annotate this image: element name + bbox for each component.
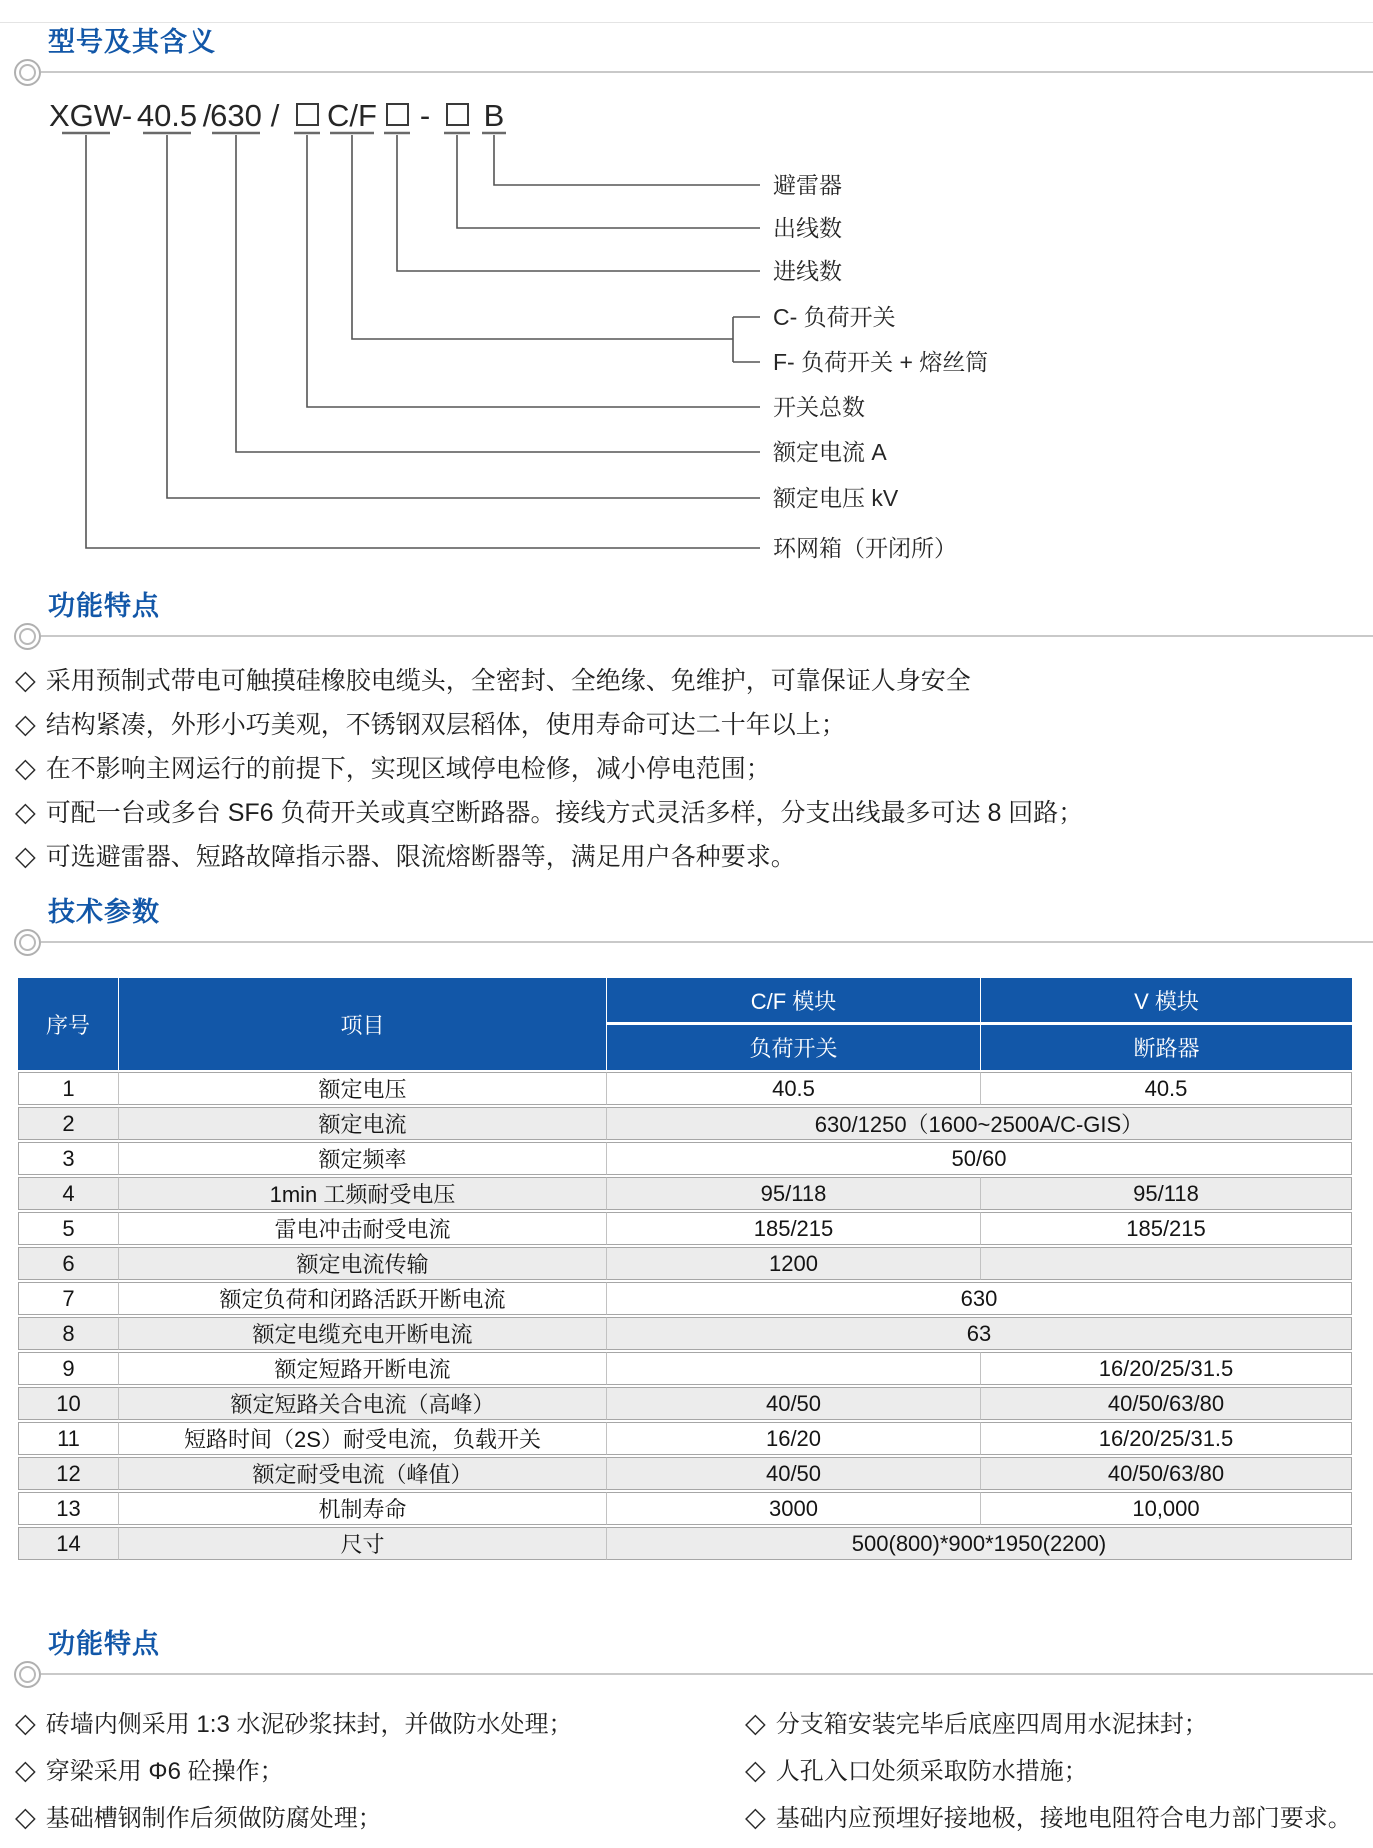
section-marker-inner-ring xyxy=(19,934,36,951)
table-cell: 11 xyxy=(18,1422,119,1455)
table-row xyxy=(18,1212,1352,1245)
table-cell: 机制寿命 xyxy=(119,1492,607,1525)
table-cell: 16/20/25/31.5 xyxy=(981,1352,1352,1385)
features-left-column xyxy=(15,1700,572,1841)
feature-text: 可配一台或多台 SF6 负荷开关或真空断路器。接线方式灵活多样，分支出线最多可达 8 回路； xyxy=(45,799,1084,827)
section-marker-icon xyxy=(14,59,41,86)
section-features2-header xyxy=(0,1628,1373,1688)
table-cell: 13 xyxy=(18,1492,119,1525)
diamond-bullet-icon: ◇ xyxy=(15,1708,36,1738)
diamond-bullet-icon: ◇ xyxy=(745,1708,766,1738)
header-cell-load-switch: 负荷开关 xyxy=(607,1025,981,1070)
table-row xyxy=(18,1177,1352,1210)
label-incoming: 进线数 xyxy=(773,258,842,284)
diamond-bullet-icon: ◇ xyxy=(745,1755,766,1785)
table-cell: 额定短路关合电流（高峰） xyxy=(119,1387,607,1420)
feature-text: 砖墙内侧采用 1:3 水泥砂浆抹封，并做防水处理； xyxy=(45,1711,573,1738)
table-cell: 95/118 xyxy=(607,1177,981,1210)
table-row xyxy=(18,1352,1352,1385)
list-item xyxy=(15,1794,572,1841)
section-marker-inner-ring xyxy=(19,1666,36,1683)
list-item xyxy=(745,1747,1352,1794)
connector-line xyxy=(494,135,760,185)
section-rule xyxy=(0,622,1373,650)
table-header xyxy=(18,978,1352,1070)
diamond-bullet-icon: ◇ xyxy=(15,1802,36,1832)
table-cell: 4 xyxy=(18,1177,119,1210)
section-rule xyxy=(0,58,1373,86)
header-cell-v-module: V 模块 xyxy=(981,978,1352,1023)
feature-text: 可选避雷器、短路故障指示器、限流熔断器等，满足用户各种要求。 xyxy=(45,843,796,871)
table-cell: 16/20 xyxy=(607,1422,981,1455)
table-cell: 额定电压 xyxy=(119,1072,607,1105)
table-row xyxy=(18,1387,1352,1420)
tech-table-body xyxy=(18,1072,1352,1560)
section-title-model: 型号及其含义 xyxy=(48,27,216,57)
model-separator: - xyxy=(121,98,133,133)
features-list xyxy=(15,658,1083,878)
diamond-bullet-icon: ◇ xyxy=(15,797,36,827)
diamond-bullet-icon: ◇ xyxy=(745,1802,766,1832)
section-rule-line xyxy=(41,941,1373,943)
section-marker-inner-ring xyxy=(19,628,36,645)
table-cell: 630/1250（1600~2500A/C-GIS） xyxy=(607,1107,1352,1140)
table-cell: 40.5 xyxy=(981,1072,1352,1105)
section-marker-icon xyxy=(14,623,41,650)
table-cell xyxy=(981,1247,1352,1280)
section-features1-header xyxy=(0,590,1373,650)
model-separator: - xyxy=(419,98,431,133)
table-cell: 630 xyxy=(607,1282,1352,1315)
section-rule-line xyxy=(41,635,1373,637)
feature-text: 采用预制式带电可触摸硅橡胶电缆头，全密封、全绝缘、免维护，可靠保证人身安全 xyxy=(45,667,971,695)
list-item xyxy=(15,790,1083,834)
list-item xyxy=(15,658,1083,702)
connector-line xyxy=(86,135,760,548)
model-separator: / xyxy=(270,98,280,133)
table-cell: 7 xyxy=(18,1282,119,1315)
connector-line xyxy=(167,135,760,498)
label-f-switch: F- 负荷开关 + 熔丝筒 xyxy=(773,349,989,375)
placeholder-box-icon xyxy=(297,104,318,125)
model-designation-diagram xyxy=(0,88,1373,568)
table-cell: 3000 xyxy=(607,1492,981,1525)
table-cell: 5 xyxy=(18,1212,119,1245)
table-cell: 1min 工频耐受电压 xyxy=(119,1177,607,1210)
model-segment-arrester: B xyxy=(483,98,505,133)
connector-line xyxy=(397,135,760,271)
model-segment-current: 630 xyxy=(210,98,262,133)
label-outgoing: 出线数 xyxy=(773,215,842,241)
table-cell: 额定电流传输 xyxy=(119,1247,607,1280)
list-item xyxy=(15,746,1083,790)
connector-line xyxy=(352,135,733,339)
features-right-column xyxy=(745,1700,1352,1841)
list-item xyxy=(745,1794,1352,1841)
table-cell: 额定负荷和闭路活跃开断电流 xyxy=(119,1282,607,1315)
section-marker-icon xyxy=(14,929,41,956)
table-cell: 2 xyxy=(18,1107,119,1140)
label-switch-total: 开关总数 xyxy=(773,394,865,420)
table-row xyxy=(18,1282,1352,1315)
section-marker-inner-ring xyxy=(19,64,36,81)
table-cell: 40/50/63/80 xyxy=(981,1387,1352,1420)
table-row xyxy=(18,1317,1352,1350)
list-item xyxy=(15,1747,572,1794)
table-cell: 95/118 xyxy=(981,1177,1352,1210)
table-cell: 63 xyxy=(607,1317,1352,1350)
table-cell: 尺寸 xyxy=(119,1527,607,1560)
label-rmu: 环网箱（开闭所） xyxy=(773,535,957,561)
table-cell: 雷电冲击耐受电流 xyxy=(119,1212,607,1245)
section-rule xyxy=(0,928,1373,956)
feature-text: 基础槽钢制作后须做防腐处理； xyxy=(45,1805,382,1832)
table-cell: 额定电流 xyxy=(119,1107,607,1140)
table-cell: 10,000 xyxy=(981,1492,1352,1525)
section-title-features2: 功能特点 xyxy=(48,1629,160,1659)
table-cell: 短路时间（2S）耐受电流，负载开关 xyxy=(119,1422,607,1455)
feature-text: 穿梁采用 Φ6 砼操作； xyxy=(45,1758,284,1785)
table-cell xyxy=(607,1352,981,1385)
table-cell: 14 xyxy=(18,1527,119,1560)
header-cell-cf-module: C/F 模块 xyxy=(607,978,981,1023)
model-separator: / xyxy=(202,98,212,133)
table-cell: 10 xyxy=(18,1387,119,1420)
table-cell: 9 xyxy=(18,1352,119,1385)
model-segment-voltage: 40.5 xyxy=(136,98,198,133)
diamond-bullet-icon: ◇ xyxy=(15,665,36,695)
list-item xyxy=(15,834,1083,878)
table-row xyxy=(18,1457,1352,1490)
table-cell: 额定电缆充电开断电流 xyxy=(119,1317,607,1350)
section-marker-icon xyxy=(14,1661,41,1688)
table-cell: 500(800)*900*1950(2200) xyxy=(607,1527,1352,1560)
list-item xyxy=(15,702,1083,746)
placeholder-box-icon xyxy=(447,104,468,125)
section-title-tech: 技术参数 xyxy=(48,897,160,927)
table-cell: 额定短路开断电流 xyxy=(119,1352,607,1385)
diamond-bullet-icon: ◇ xyxy=(15,709,36,739)
table-row xyxy=(18,1107,1352,1140)
table-cell: 额定频率 xyxy=(119,1142,607,1175)
header-cell-breaker: 断路器 xyxy=(981,1025,1352,1070)
feature-text: 在不影响主网运行的前提下，实现区域停电检修，减小停电范围； xyxy=(45,755,771,783)
model-segment-series: XGW xyxy=(48,98,124,133)
table-cell: 40/50 xyxy=(607,1457,981,1490)
section-tech-header xyxy=(0,896,1373,956)
technical-parameters-table xyxy=(18,976,1352,1562)
section-rule-line xyxy=(41,71,1373,73)
placeholder-box-icon xyxy=(387,104,408,125)
section-rule xyxy=(0,1660,1373,1688)
table-cell: 185/215 xyxy=(981,1212,1352,1245)
list-item xyxy=(15,1700,572,1747)
section-model-header xyxy=(0,26,1373,86)
model-segment-cf: C/F xyxy=(327,98,377,133)
feature-text: 基础内应预埋好接地极，接地电阻符合电力部门要求。 xyxy=(775,1805,1352,1832)
page-top-hairline xyxy=(0,22,1373,23)
label-c-switch: C- 负荷开关 xyxy=(773,304,896,330)
label-rated-voltage: 额定电压 kV xyxy=(773,485,899,511)
table-cell: 8 xyxy=(18,1317,119,1350)
table-cell: 3 xyxy=(18,1142,119,1175)
table-cell: 12 xyxy=(18,1457,119,1490)
header-cell-no: 序号 xyxy=(18,978,119,1070)
table-cell: 1200 xyxy=(607,1247,981,1280)
table-cell: 185/215 xyxy=(607,1212,981,1245)
list-item xyxy=(745,1700,1352,1747)
table-row xyxy=(18,1492,1352,1525)
table-row xyxy=(18,1527,1352,1560)
feature-text: 分支箱安装完毕后底座四周用水泥抹封； xyxy=(775,1711,1208,1738)
table-row xyxy=(18,1072,1352,1105)
section-title-features1: 功能特点 xyxy=(48,591,160,621)
feature-text: 结构紧凑，外形小巧美观，不锈钢双层稻体，使用寿命可达二十年以上； xyxy=(45,711,846,739)
header-cell-item: 项目 xyxy=(119,978,607,1070)
table-cell: 1 xyxy=(18,1072,119,1105)
table-row xyxy=(18,1247,1352,1280)
label-rated-current: 额定电流 A xyxy=(773,439,887,465)
connector-line xyxy=(236,135,760,452)
diamond-bullet-icon: ◇ xyxy=(15,841,36,871)
table-cell: 40.5 xyxy=(607,1072,981,1105)
feature-text: 人孔入口处须采取防水措施； xyxy=(775,1758,1088,1785)
section-rule-line xyxy=(41,1673,1373,1675)
table-cell: 50/60 xyxy=(607,1142,1352,1175)
label-arrester: 避雷器 xyxy=(773,172,842,198)
table-row xyxy=(18,1422,1352,1455)
connector-line xyxy=(457,135,760,228)
table-cell: 40/50 xyxy=(607,1387,981,1420)
table-row xyxy=(18,1142,1352,1175)
table-cell: 40/50/63/80 xyxy=(981,1457,1352,1490)
table-cell: 16/20/25/31.5 xyxy=(981,1422,1352,1455)
table-cell: 6 xyxy=(18,1247,119,1280)
diamond-bullet-icon: ◇ xyxy=(15,753,36,783)
table-cell: 额定耐受电流（峰值） xyxy=(119,1457,607,1490)
diamond-bullet-icon: ◇ xyxy=(15,1755,36,1785)
